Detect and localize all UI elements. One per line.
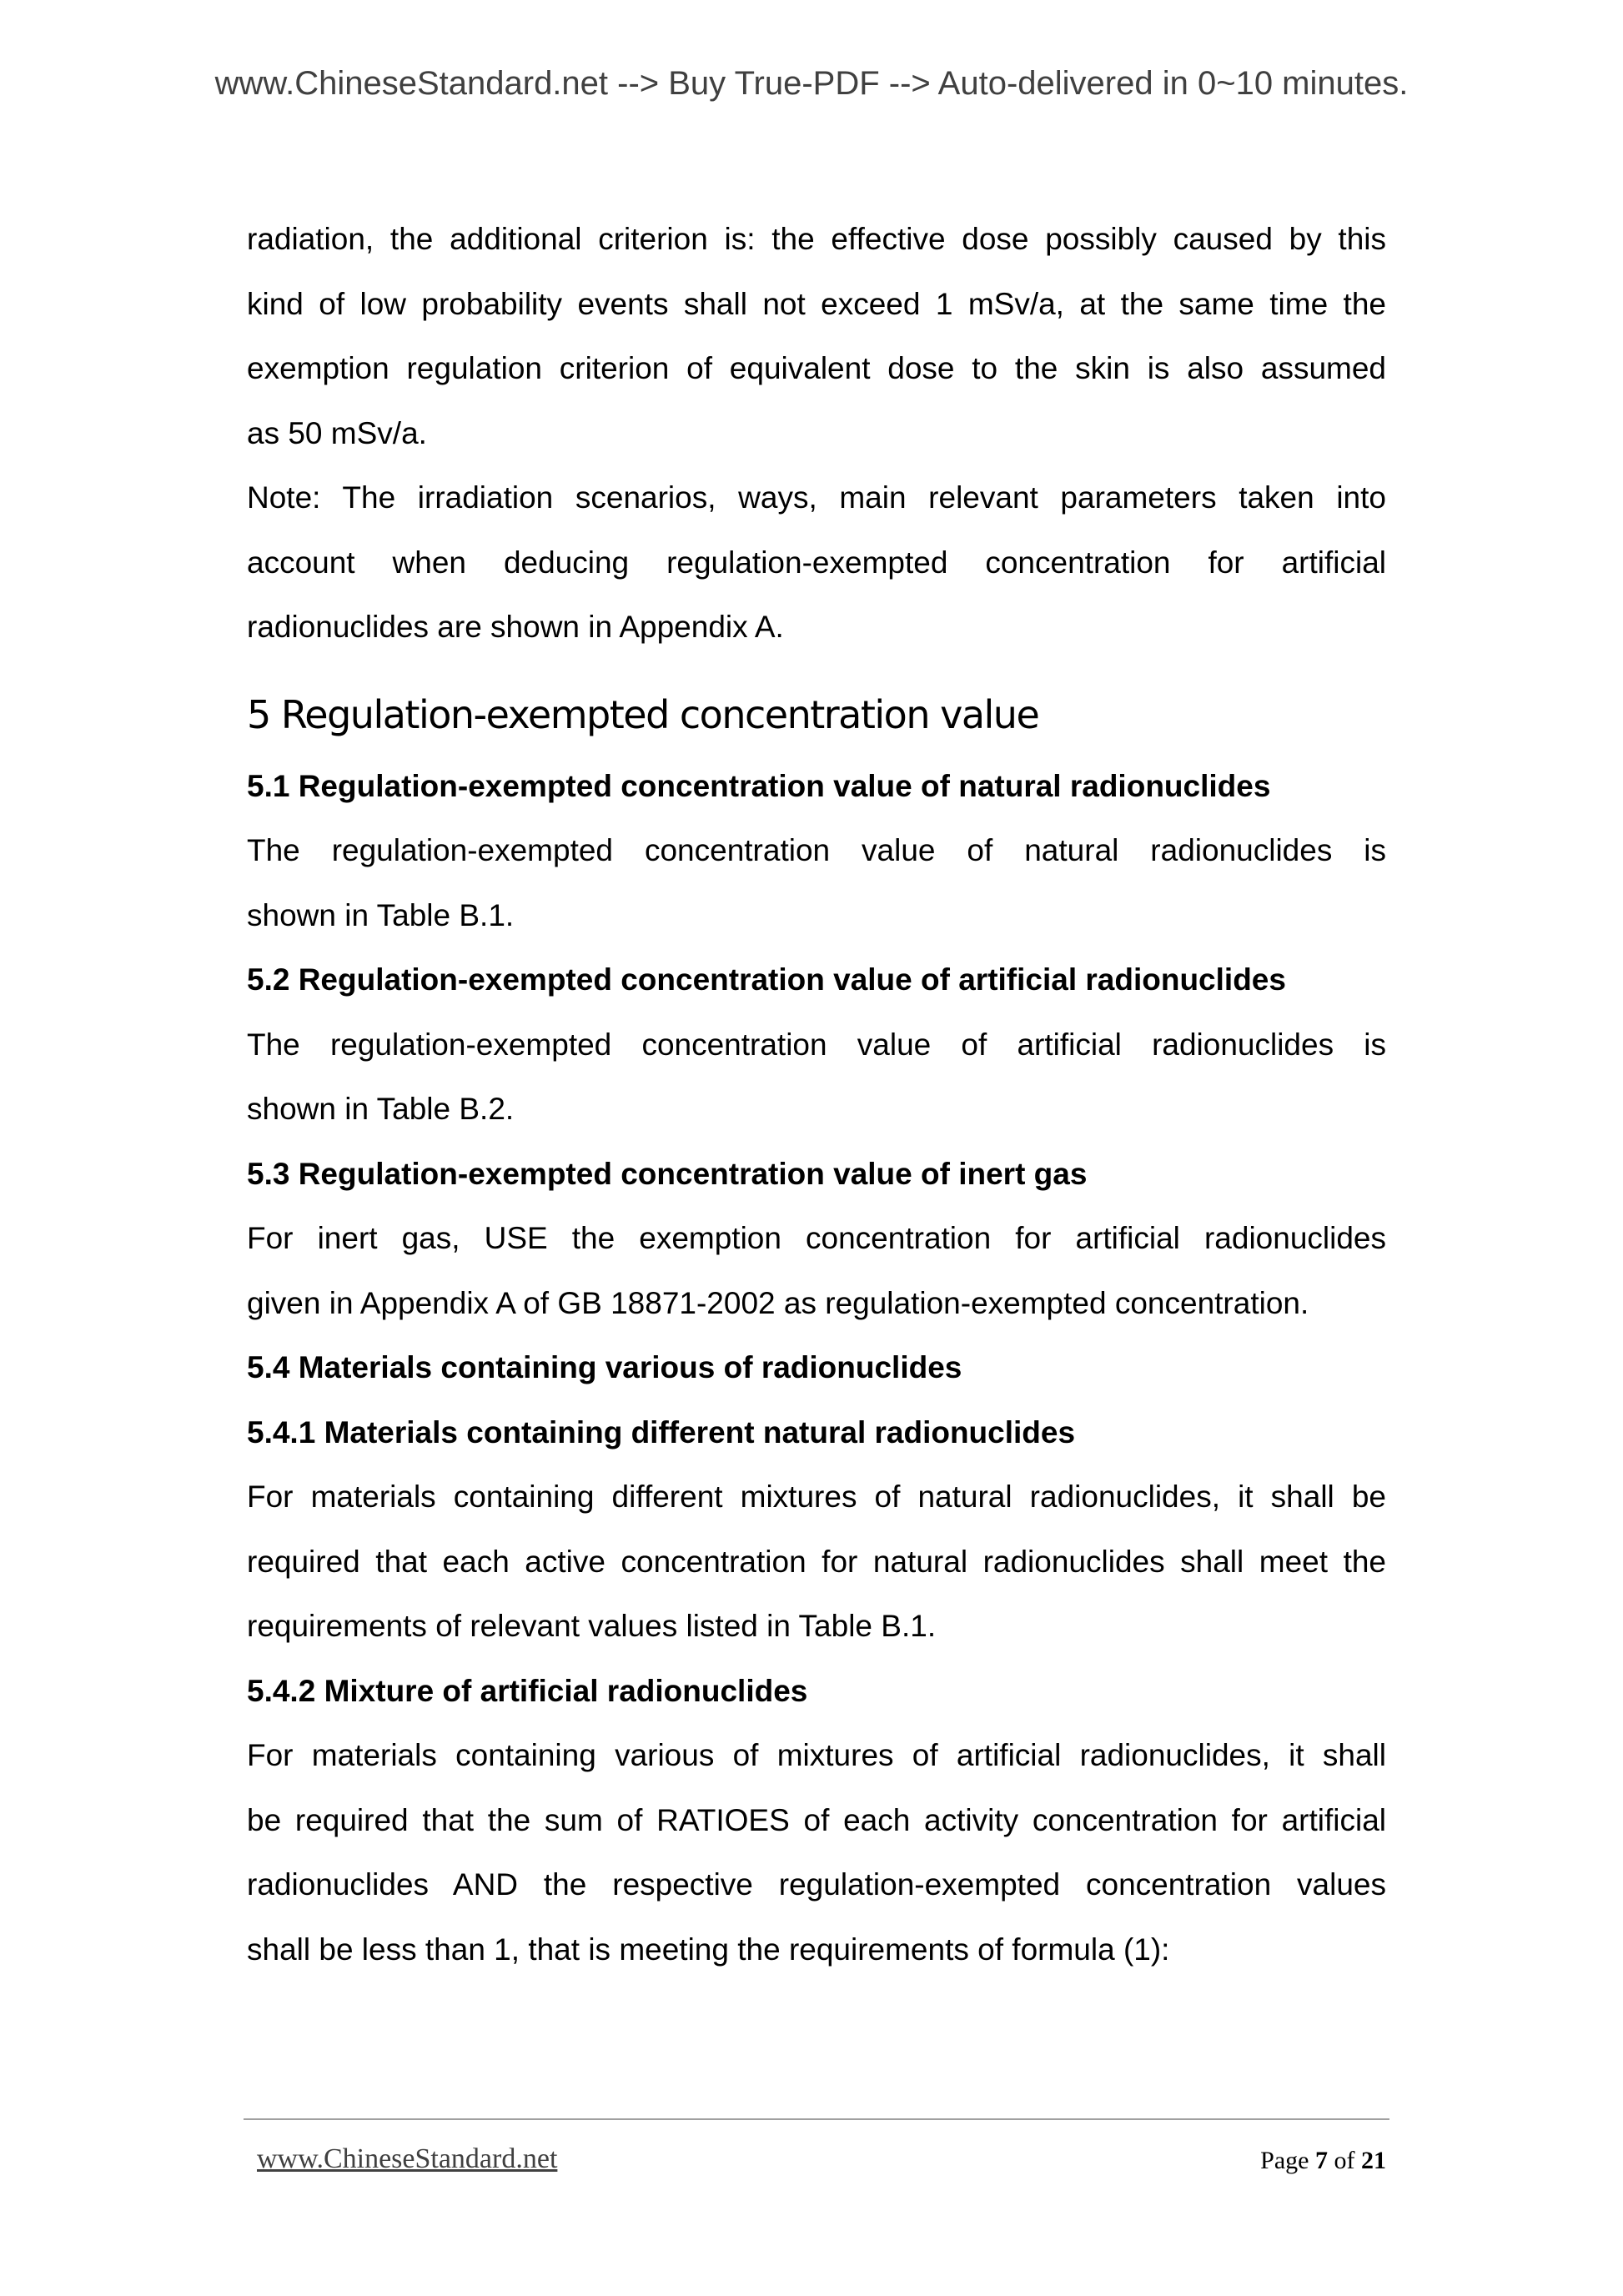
- section-5-1-title: 5.1 Regulation-exempted concentration value of natural radionuclides: [247, 768, 1271, 803]
- section-5-4-2-line-2: be required that the sum of RATIOES of each activity concentration for artificial: [247, 1802, 1386, 1837]
- footer-divider: [244, 2118, 1389, 2120]
- note-line-3: radionuclides are shown in Appendix A.: [247, 610, 784, 644]
- page-indicator: [1260, 2147, 1386, 2175]
- footer-site-link[interactable]: www.ChineseStandard.net: [257, 2143, 558, 2174]
- section-5-4-2-line-3: radionuclides AND the respective regulation-exempted concentration values: [247, 1867, 1386, 1902]
- page-total: 21: [1361, 2147, 1386, 2174]
- section-5-4-2-line-4: shall be less than 1, that is meeting the requirements of formula (1):: [247, 1932, 1170, 1967]
- section-5-4-2-title: 5.4.2 Mixture of artificial radionuclides: [247, 1673, 808, 1708]
- section-5-2-line-2: shown in Table B.2.: [247, 1092, 515, 1126]
- section-5-4-1-title: 5.4.1 Materials containing different natural radionuclides: [247, 1414, 1076, 1449]
- header-banner[interactable]: www.ChineseStandard.net --> Buy True-PDF --> Auto-delivered in 0~10 minutes.: [214, 65, 1409, 102]
- note-line-1: Note: The irradiation scenarios, ways, main relevant parameters taken into: [247, 480, 1386, 515]
- section-5-4-title: 5.4 Materials containing various of radionuclides: [247, 1350, 962, 1384]
- section-5-4-1-line-3: requirements of relevant values listed in Table B.1.: [247, 1609, 937, 1643]
- page-of-label: of: [1334, 2147, 1355, 2174]
- section-5-4-1-line-1: For materials containing different mixtures of natural radionuclides, it shall be: [247, 1480, 1386, 1514]
- intro-line-1: radiation, the additional criterion is: the effective dose possibly caused by this: [247, 222, 1386, 256]
- section-5-1-line-2: shown in Table B.1.: [247, 897, 515, 932]
- intro-line-4: as 50 mSv/a.: [247, 415, 427, 450]
- intro-line-2: kind of low probability events shall not exceed 1 mSv/a, at the same time the: [247, 286, 1386, 321]
- page-label: Page: [1260, 2147, 1309, 2174]
- note-line-2: account when deducing regulation-exempted concentration for artificial: [247, 545, 1386, 580]
- section-5-title: 5 Regulation-exempted concentration value: [247, 691, 1039, 737]
- intro-line-3: exemption regulation criterion of equivalent dose to the skin is also assumed: [247, 351, 1386, 385]
- section-5-4-2-line-1: For materials containing various of mixtures of artificial radionuclides, it shall: [247, 1738, 1386, 1772]
- section-5-1-line-1: The regulation-exempted concentration value of natural radionuclides is: [247, 833, 1386, 867]
- document-body: [247, 207, 1386, 1982]
- section-5-2-line-1: The regulation-exempted concentration value of artificial radionuclides is: [247, 1027, 1386, 1062]
- section-5-3-title: 5.3 Regulation-exempted concentration value of inert gas: [247, 1156, 1088, 1191]
- section-5-4-1-line-2: required that each active concentration for natural radionuclides shall meet the: [247, 1544, 1386, 1579]
- page-number: 7: [1315, 2147, 1328, 2174]
- section-5-3-line-1: For inert gas, USE the exemption concentration for artificial radionuclides: [247, 1221, 1386, 1255]
- section-5-3-line-2: given in Appendix A of GB 18871-2002 as regulation-exempted concentration.: [247, 1285, 1309, 1320]
- section-5-2-title: 5.2 Regulation-exempted concentration value of artificial radionuclides: [247, 962, 1286, 997]
